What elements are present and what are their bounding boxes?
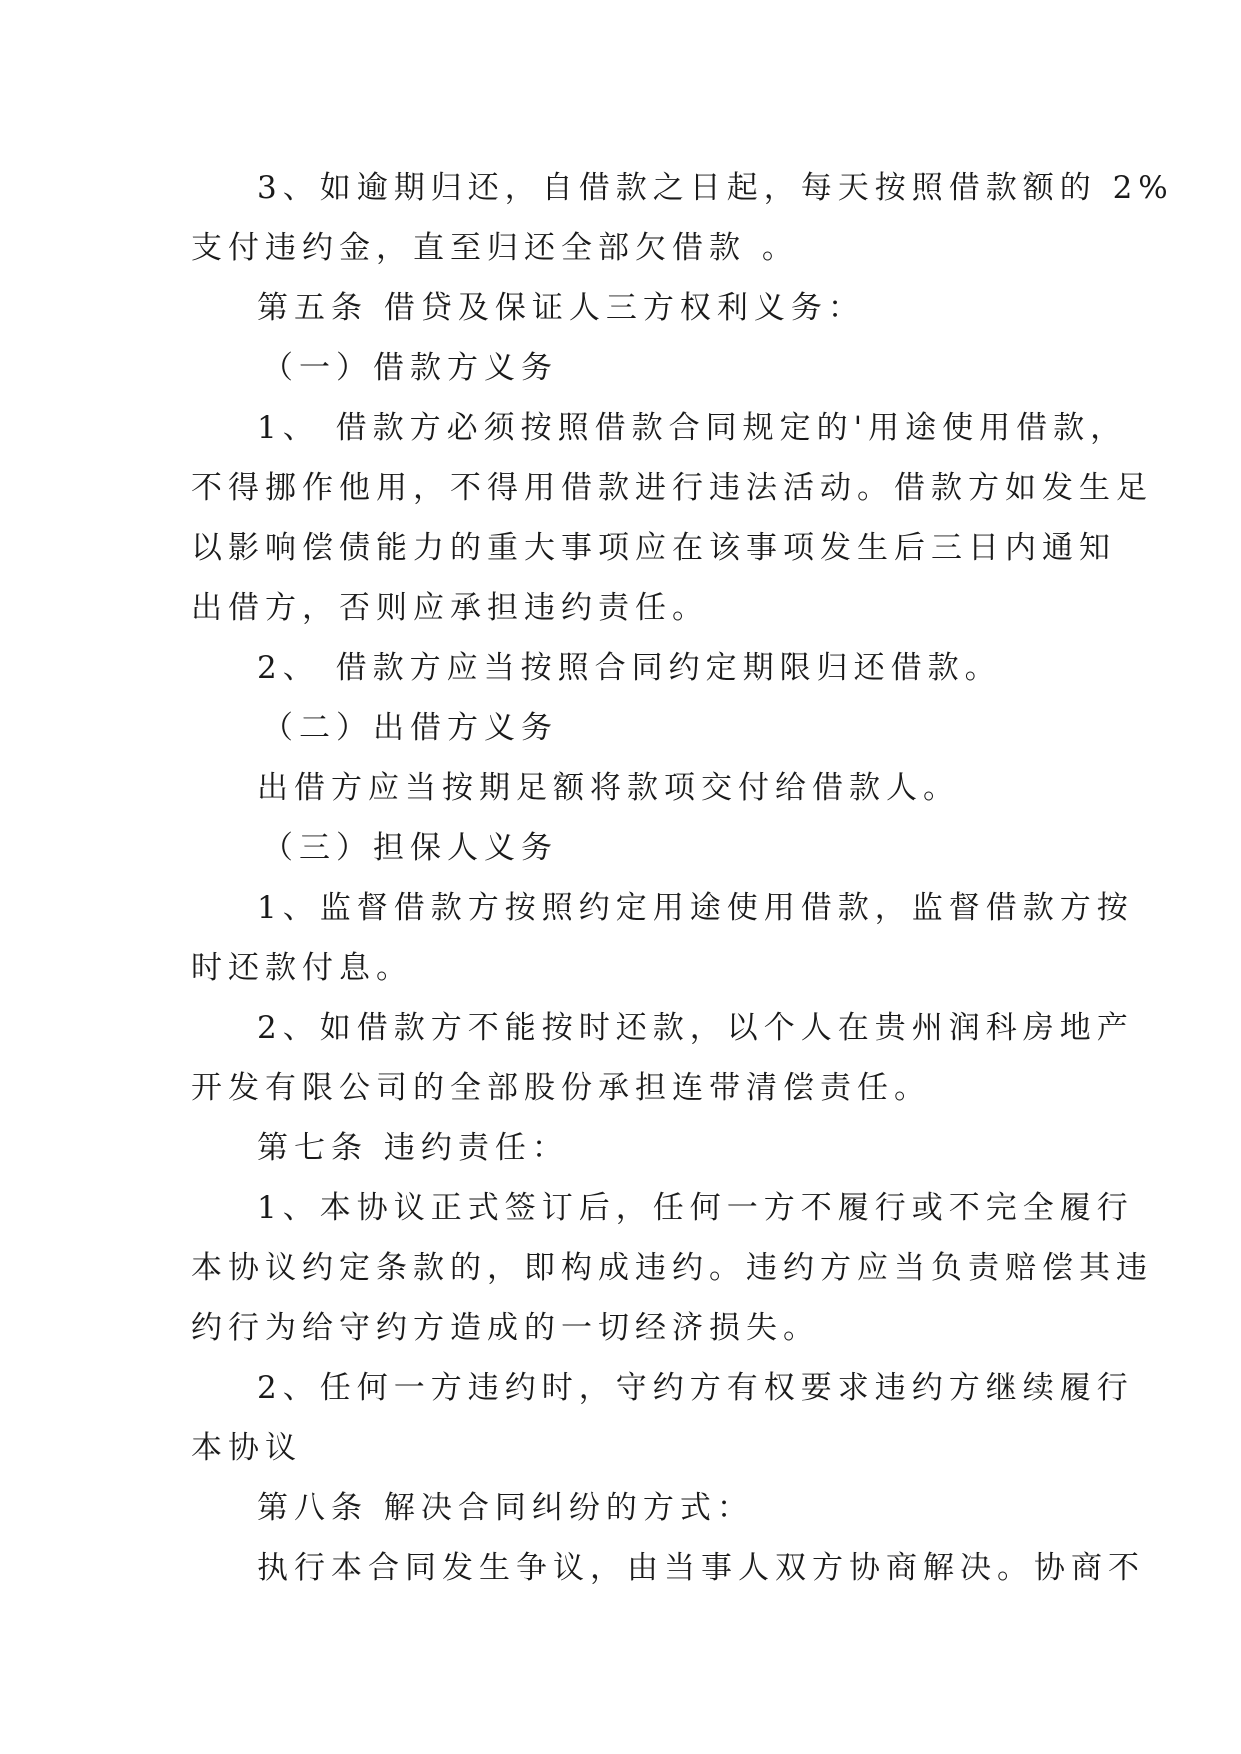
- text-line: 本协议: [191, 1430, 302, 1466]
- text-line: 第八条 解决合同纠纷的方式：: [257, 1490, 754, 1526]
- text-line: 出借方应当按期足额将款项交付给借款人。: [257, 770, 960, 806]
- text-line: 第七条 违约责任：: [257, 1130, 569, 1166]
- text-line: 2、 借款方应当按照合同约定期限归还借款。: [257, 650, 1002, 686]
- text-line: 1、监督借款方按照约定用途使用借款，监督借款方按: [257, 890, 1134, 926]
- text-line: 以影响偿债能力的重大事项应在该事项发生后三日内通知: [191, 530, 1116, 566]
- text-line: 开发有限公司的全部股份承担连带清偿责任。: [191, 1070, 931, 1106]
- text-line: （二）出借方义务: [262, 710, 558, 746]
- text-line: 3、如逾期归还，自借款之日起，每天按照借款额的 2%: [257, 170, 1174, 206]
- text-line: 时还款付息。: [191, 950, 413, 986]
- text-line: 本协议约定条款的，即构成违约。违约方应当负责赔偿其违: [191, 1250, 1153, 1286]
- text-line: 出借方，否则应承担违约责任。: [191, 590, 709, 626]
- text-line: （一）借款方义务: [262, 350, 558, 386]
- text-line: 执行本合同发生争议，由当事人双方协商解决。协商不: [257, 1550, 1145, 1586]
- text-line: 2、如借款方不能按时还款，以个人在贵州润科房地产: [257, 1010, 1134, 1046]
- text-line: 约行为给守约方造成的一切经济损失。: [191, 1310, 820, 1346]
- text-line: （三）担保人义务: [262, 830, 558, 866]
- text-line: 1、本协议正式签订后，任何一方不履行或不完全履行: [257, 1190, 1134, 1226]
- text-line: 第五条 借贷及保证人三方权利义务：: [257, 290, 865, 326]
- text-line: 2、任何一方违约时，守约方有权要求违约方继续履行: [257, 1370, 1134, 1406]
- text-line: 1、 借款方必须按照借款合同规定的'用途使用借款，: [257, 410, 1128, 446]
- text-line: 支付违约金，直至归还全部欠借款 。: [191, 230, 799, 266]
- text-line: 不得挪作他用，不得用借款进行违法活动。借款方如发生足: [191, 470, 1153, 506]
